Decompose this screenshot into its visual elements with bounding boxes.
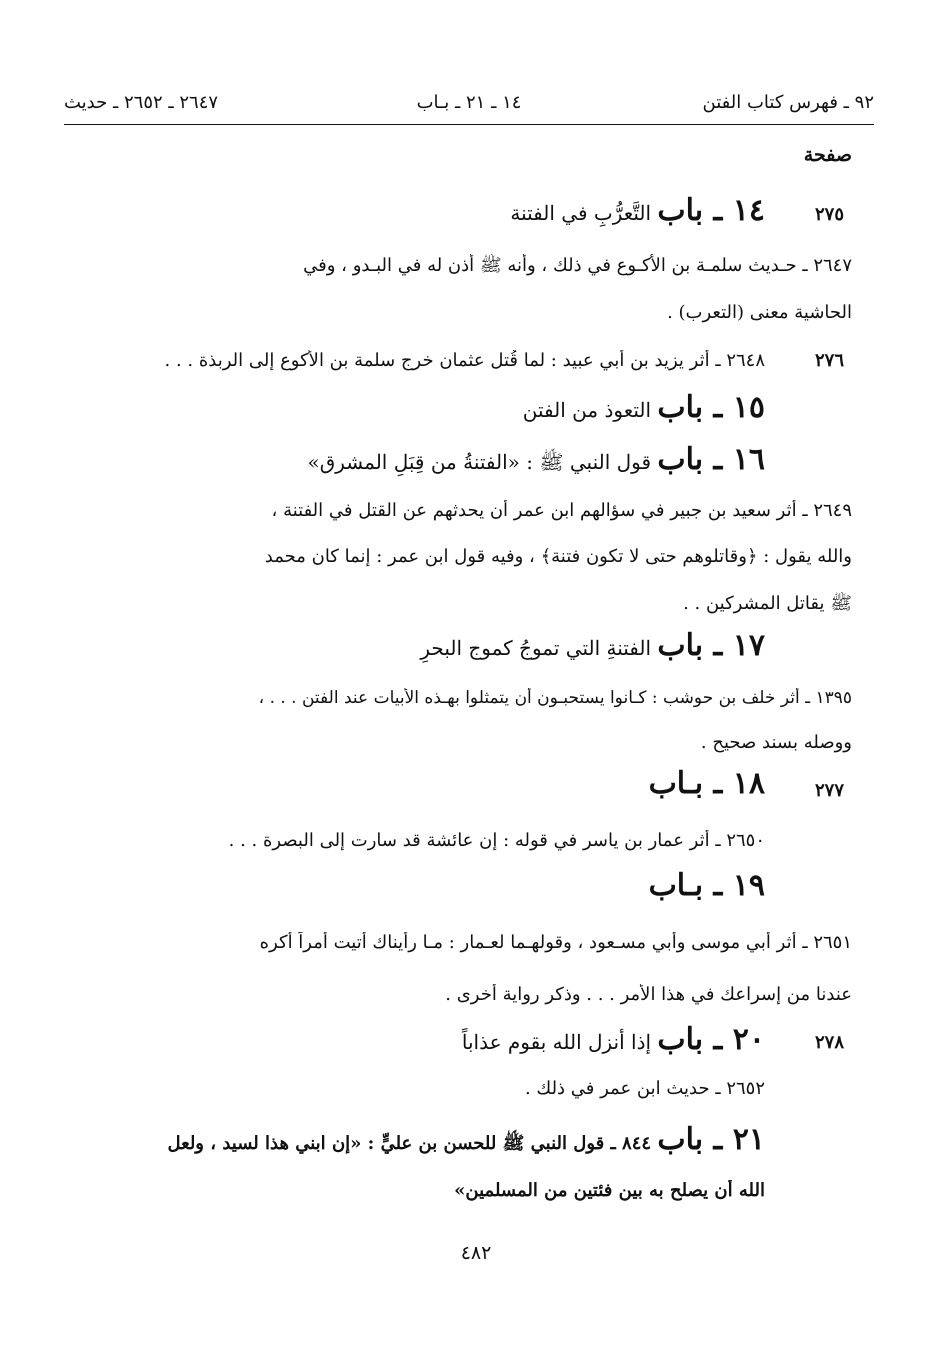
header-rule xyxy=(64,124,874,125)
entry-text: ٢٦٥١ ـ أثر أبي موسى وأبي مسـعود ، وقولهـما لعـمار : مـا رأيناك أتيت أمراً أكره xyxy=(259,932,852,953)
chapter-title: ٨٤٤ ـ قول النبي ﷺ للحسن بن عليٍّ : «إن ابني هذا لسيد ، ولعل xyxy=(167,1133,652,1154)
chapter-heading xyxy=(64,1122,765,1158)
page-number: ٤٨٢ xyxy=(460,1242,492,1264)
entry-text: الحاشية معنى (التعرب) . xyxy=(667,302,852,323)
entry-text: ٢٦٤٧ ـ حـديث سلمـة بن الأكـوع في ذلك ، وأنه ﷺ أذن له في البـدو ، وفي xyxy=(303,255,852,276)
entry-text: ٢٦٥٠ ـ أثر عمار بن ياسر في قوله : إن عائشة قد سارت إلى البصرة . . . xyxy=(228,830,765,851)
entry-text: عندنا من إسراعك في هذا الأمر . . . وذكر رواية أخرى . xyxy=(445,984,852,1005)
chapter-heading xyxy=(64,1022,765,1057)
chapter-number: ١٨ ـ بـاب xyxy=(648,766,765,801)
chapter-number: ٢٠ ـ باب xyxy=(657,1022,765,1057)
chapter-title: التَّعرُّبِ في الفتنة xyxy=(510,201,652,225)
chapter-title: الفتنةِ التي تموجُ كموج البحرِ xyxy=(420,636,652,660)
header-hadith-range: ٢٦٤٧ ـ ٢٦٥٢ ـ حديث xyxy=(64,92,219,113)
chapter-heading xyxy=(64,390,765,425)
chapter-heading xyxy=(64,442,765,479)
entry-text: ووصله بسند صحيح . xyxy=(700,732,852,753)
chapter-number: ١٦ ـ باب xyxy=(657,442,765,477)
chapter-heading xyxy=(64,766,765,801)
entry-text: ١٣٩٥ ـ أثر خلف بن حوشب : كـانوا يستحبـون أن يتمثلوا بهـذه الأبيات عند الفتن . . . ، xyxy=(258,688,852,708)
chapter-title: قول النبي ﷺ : «الفتنةُ من قِبَلِ المشرق» xyxy=(307,450,652,474)
entry-text: والله يقول : ﴿وقاتلوهم حتى لا تكون فتنة﴾ ، وفيه قول ابن عمر : إنما كان محمد xyxy=(264,546,852,567)
chapter-number: ٢١ ـ باب xyxy=(657,1122,765,1157)
chapter-number: ١٧ ـ باب xyxy=(657,628,765,663)
chapter-title: إذا أنزل الله بقوم عذاباً xyxy=(461,1030,652,1054)
page-ref: ٢٧٨ xyxy=(814,1032,844,1053)
page-ref: ٢٧٧ xyxy=(814,780,844,801)
chapter-heading xyxy=(64,628,765,663)
chapter-heading xyxy=(64,193,765,228)
header-book-title: ٩٢ ـ فهرس كتاب الفتن xyxy=(702,92,874,113)
chapter-heading xyxy=(64,868,765,903)
page-column-label: صفحة xyxy=(803,144,852,166)
chapter-number: ١٩ ـ بـاب xyxy=(648,868,765,903)
running-header xyxy=(64,92,874,122)
chapter-number: ١٤ ـ باب xyxy=(657,193,765,228)
chapter-title: التعوذ من الفتن xyxy=(522,398,652,422)
chapter-number: ١٥ ـ باب xyxy=(657,390,765,425)
entry-text: ٢٦٤٨ ـ أثر يزيد بن أبي عبيد : لما قُتل عثمان خرج سلمة بن الأكوع إلى الربذة . . . xyxy=(164,350,765,371)
entry-text: الله أن يصلح به بين فئتين من المسلمين» xyxy=(454,1180,765,1201)
entry-text: ٢٦٥٢ ـ حديث ابن عمر في ذلك . xyxy=(524,1078,765,1099)
entry-text: ﷺ يقاتل المشركين . . xyxy=(683,593,852,614)
entry-text: ٢٦٤٩ ـ أثر سعيد بن جبير في سؤالهم ابن عمر أن يحدثهم عن القتل في الفتنة ، xyxy=(271,500,852,521)
page-ref: ٢٧٦ xyxy=(814,350,844,371)
page-ref: ٢٧٥ xyxy=(814,204,844,225)
header-chapter-range: ١٤ ـ ٢١ ـ بـاب xyxy=(416,92,522,113)
